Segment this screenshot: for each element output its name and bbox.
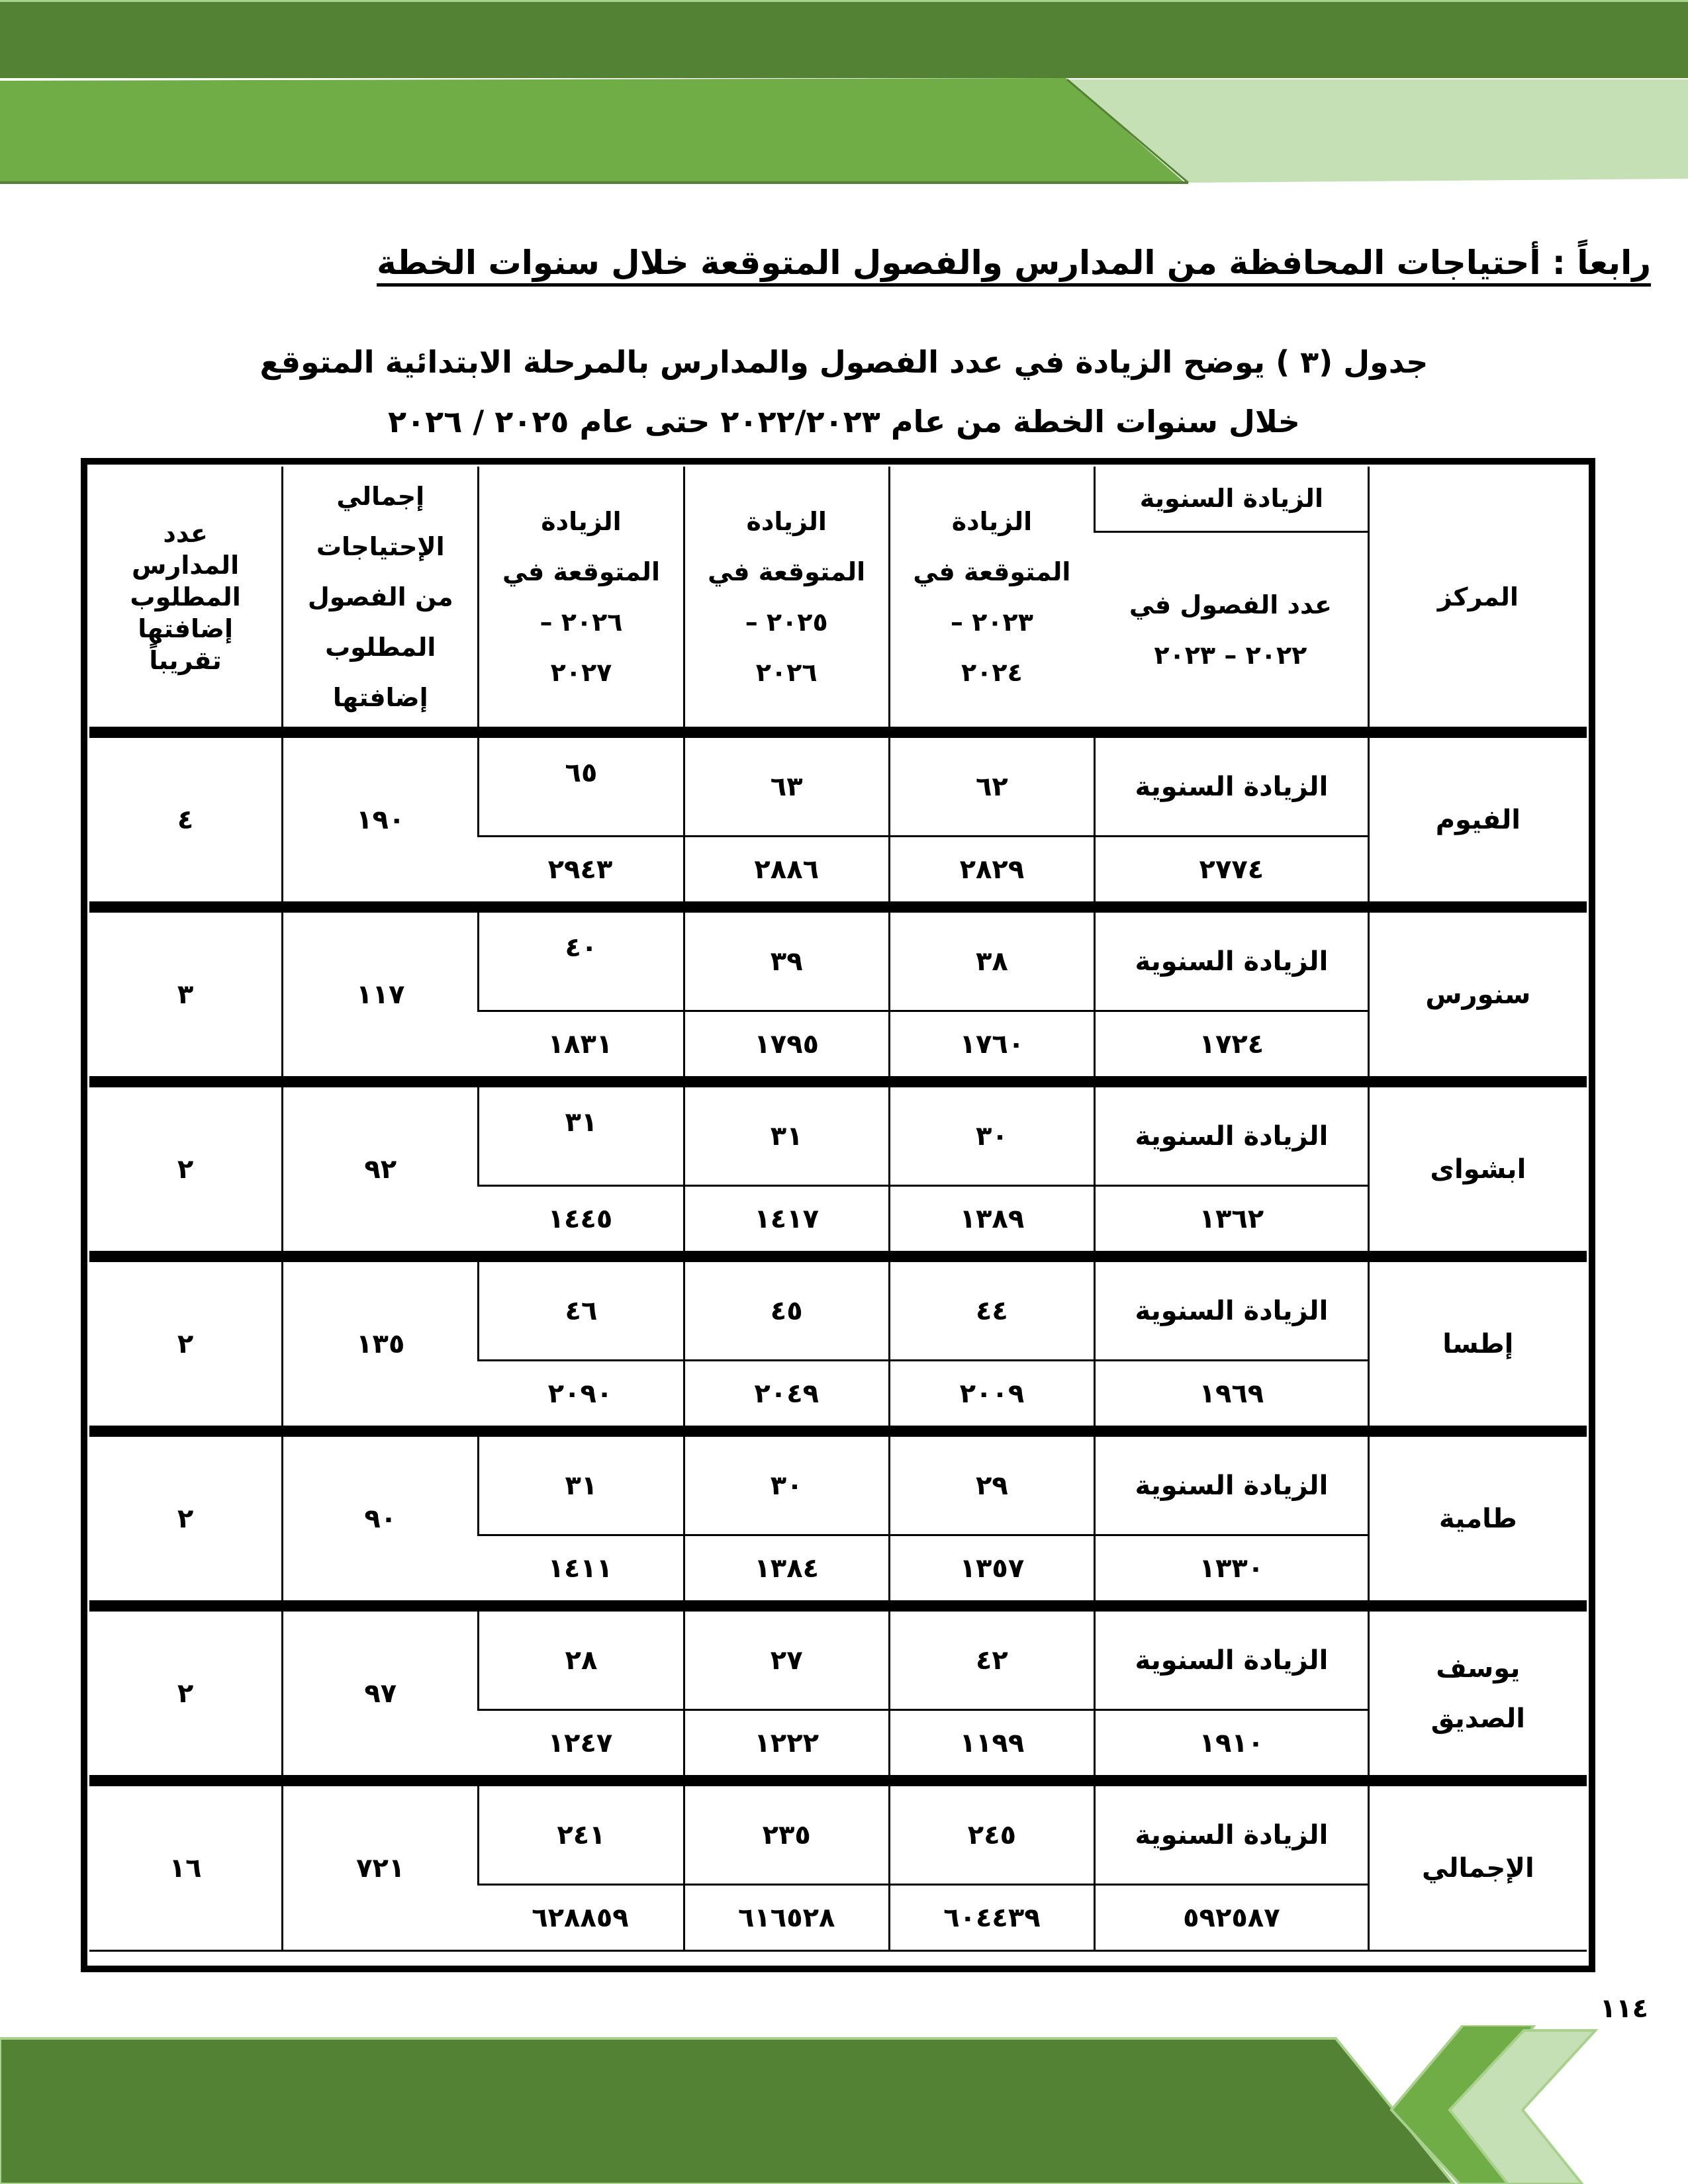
classes-base-value: ١٧٢٤	[1094, 1012, 1368, 1078]
classes-base-value: ١٣٦٢	[1094, 1187, 1368, 1253]
header-mid-green-shape	[0, 78, 1185, 184]
classes-year1-value: ١٧٦٠	[888, 1012, 1094, 1078]
header-year3: الزيادة المتوقعة في ٢٠٢٦ – ٢٠٢٧	[477, 467, 682, 729]
table-row	[89, 1786, 1587, 1886]
increase-year1: ٣٠	[888, 1087, 1094, 1187]
increase-year1: ٤٤	[888, 1262, 1094, 1361]
classes-year3-value: ٦٢٨٨٥٩	[477, 1886, 682, 1952]
increase-year1: ٦٢	[888, 738, 1094, 837]
classes-year2-value: ٢٨٨٦	[683, 837, 888, 903]
separator-bar	[89, 1078, 1587, 1087]
total-needs-value: ٩٢	[281, 1087, 477, 1253]
classes-year3-value: ١٤٤٥	[477, 1187, 682, 1253]
annual-increase-label: الزيادة السنوية	[1094, 1612, 1368, 1711]
separator-bar	[89, 1602, 1587, 1612]
total-needs-value: ٩٠	[281, 1437, 477, 1602]
header-annual-increase: الزيادة السنوية	[1094, 467, 1368, 533]
increase-year2: ٣١	[683, 1087, 888, 1187]
header-schools-needed: عدد المدارس المطلوب إضافتها تقريباً	[89, 467, 281, 729]
increase-year3: ٢٤١	[477, 1786, 682, 1886]
table-row	[89, 1612, 1587, 1711]
increase-year3: ٤٦	[477, 1262, 682, 1361]
classes-year3-value: ١٢٤٧	[477, 1711, 682, 1777]
table-row	[89, 913, 1587, 1012]
row-separator	[89, 903, 1587, 913]
row-separator	[89, 1602, 1587, 1612]
annual-increase-label: الزيادة السنوية	[1094, 1262, 1368, 1361]
classes-base-value: ١٩٦٩	[1094, 1361, 1368, 1428]
increase-year2: ٢٧	[683, 1612, 888, 1711]
header-year1: الزيادة المتوقعة في ٢٠٢٣ – ٢٠٢٤	[888, 467, 1094, 729]
classes-year3-value: ٢٩٤٣	[477, 837, 682, 903]
increase-year2: ٣٠	[683, 1437, 888, 1536]
classes-year3-value: ٢٠٩٠	[477, 1361, 682, 1428]
schools-needed-value: ٢	[89, 1612, 281, 1777]
increase-year2: ٤٥	[683, 1262, 888, 1361]
classes-year2-value: ١٤١٧	[683, 1187, 888, 1253]
total-needs-value: ٩٧	[281, 1612, 477, 1777]
table-row	[89, 1087, 1587, 1187]
header-classes-base: عدد الفصول في ٢٠٢٢ – ٢٠٢٣	[1094, 533, 1368, 729]
header-band-accent	[0, 78, 1688, 184]
increase-year3: ٣١	[477, 1437, 682, 1536]
footer-dark-green-shape	[0, 2038, 1454, 2184]
schools-needed-value: ٢	[89, 1437, 281, 1602]
classes-year3-value: ١٤١١	[477, 1536, 682, 1602]
annual-increase-label: الزيادة السنوية	[1094, 1087, 1368, 1187]
markaz-name: يوسف الصديق	[1368, 1612, 1587, 1777]
increase-year3: ٦٥	[477, 738, 682, 837]
row-separator	[89, 729, 1587, 738]
markaz-name: ابشواى	[1368, 1087, 1587, 1253]
classes-base-value: ١٩١٠	[1094, 1711, 1368, 1777]
classes-year1-value: ١٣٨٩	[888, 1187, 1094, 1253]
header-band-dark	[0, 0, 1688, 79]
increase-year1: ٤٢	[888, 1612, 1094, 1711]
table-row	[89, 1437, 1587, 1536]
row-separator	[89, 1078, 1587, 1087]
total-needs-value: ١٣٥	[281, 1262, 477, 1428]
classes-year1-value: ٦٠٤٤٣٩	[888, 1886, 1094, 1952]
schools-needed-value: ٢	[89, 1087, 281, 1253]
total-needs-value: ١١٧	[281, 913, 477, 1078]
increase-year2: ٣٩	[683, 913, 888, 1012]
separator-bar	[89, 903, 1587, 913]
separator-bar	[89, 729, 1587, 738]
page-number: ١١٤	[1599, 1993, 1648, 2024]
classes-base-value: ٥٩٢٥٨٧	[1094, 1886, 1368, 1952]
table-row	[89, 738, 1587, 837]
annual-increase-label: الزيادة السنوية	[1094, 1786, 1368, 1886]
increase-year1: ٢٤٥	[888, 1786, 1094, 1886]
classes-year2-value: ١٢٢٢	[683, 1711, 888, 1777]
total-needs-value: ٧٢١	[281, 1786, 477, 1952]
increase-year3: ٣١	[477, 1087, 682, 1187]
header-total-needs: إجمالي الإحتياجات من الفصول المطلوب إضافتها	[281, 467, 477, 729]
row-separator	[89, 1428, 1587, 1437]
separator-bar	[89, 1777, 1587, 1786]
table-caption-line1: جدول (٣ ) يوضح الزيادة في عدد الفصول والمدارس بالمرحلة الابتدائية المتوقع	[259, 344, 1429, 380]
markaz-name: إطسا	[1368, 1262, 1587, 1428]
annual-increase-label: الزيادة السنوية	[1094, 913, 1368, 1012]
total-needs-value: ١٩٠	[281, 738, 477, 903]
separator-bar	[89, 1428, 1587, 1437]
annual-increase-label: الزيادة السنوية	[1094, 1437, 1368, 1536]
classes-year2-value: ١٧٩٥	[683, 1012, 888, 1078]
annual-increase-label: الزيادة السنوية	[1094, 738, 1368, 837]
row-separator	[89, 1253, 1587, 1262]
schools-needed-value: ٣	[89, 913, 281, 1078]
increase-year1: ٢٩	[888, 1437, 1094, 1536]
increase-year3: ٤٠	[477, 913, 682, 1012]
markaz-name: طامية	[1368, 1437, 1587, 1602]
schools-needed-value: ٢	[89, 1262, 281, 1428]
classes-year2-value: ٢٠٤٩	[683, 1361, 888, 1428]
row-separator	[89, 1777, 1587, 1786]
table-header-row	[89, 467, 1587, 533]
increase-year1: ٣٨	[888, 913, 1094, 1012]
classes-base-value: ٢٧٧٤	[1094, 837, 1368, 903]
markaz-name: الإجمالي	[1368, 1786, 1587, 1952]
increase-year3: ٢٨	[477, 1612, 682, 1711]
classes-year1-value: ٢٨٢٩	[888, 837, 1094, 903]
schools-needed-value: ٤	[89, 738, 281, 903]
table-grid	[89, 467, 1587, 1952]
table-caption-line2: خلال سنوات الخطة من عام ٢٠٢٢/٢٠٢٣ حتى عام ٢٠٢٥ / ٢٠٢٦	[388, 404, 1300, 439]
classes-year1-value: ١٣٥٧	[888, 1536, 1094, 1602]
separator-bar	[89, 1253, 1587, 1262]
header-markaz: المركز	[1368, 467, 1587, 729]
header-year2: الزيادة المتوقعة في ٢٠٢٥ – ٢٠٢٦	[683, 467, 888, 729]
section-heading: رابعاً : أحتياجات المحافظة من المدارس والفصول المتوقعة خلال سنوات الخطة	[377, 244, 1651, 282]
markaz-name: الفيوم	[1368, 738, 1587, 903]
classes-schools-table	[81, 458, 1595, 1972]
table-row	[89, 1262, 1587, 1361]
schools-needed-value: ١٦	[89, 1786, 281, 1952]
classes-year3-value: ١٨٣١	[477, 1012, 682, 1078]
classes-base-value: ١٣٣٠	[1094, 1536, 1368, 1602]
classes-year1-value: ٢٠٠٩	[888, 1361, 1094, 1428]
classes-year2-value: ١٣٨٤	[683, 1536, 888, 1602]
classes-year1-value: ١١٩٩	[888, 1711, 1094, 1777]
footer-band	[0, 2025, 1688, 2184]
classes-year2-value: ٦١٦٥٢٨	[683, 1886, 888, 1952]
increase-year2: ٦٣	[683, 738, 888, 837]
increase-year2: ٢٣٥	[683, 1786, 888, 1886]
markaz-name: سنورس	[1368, 913, 1587, 1078]
